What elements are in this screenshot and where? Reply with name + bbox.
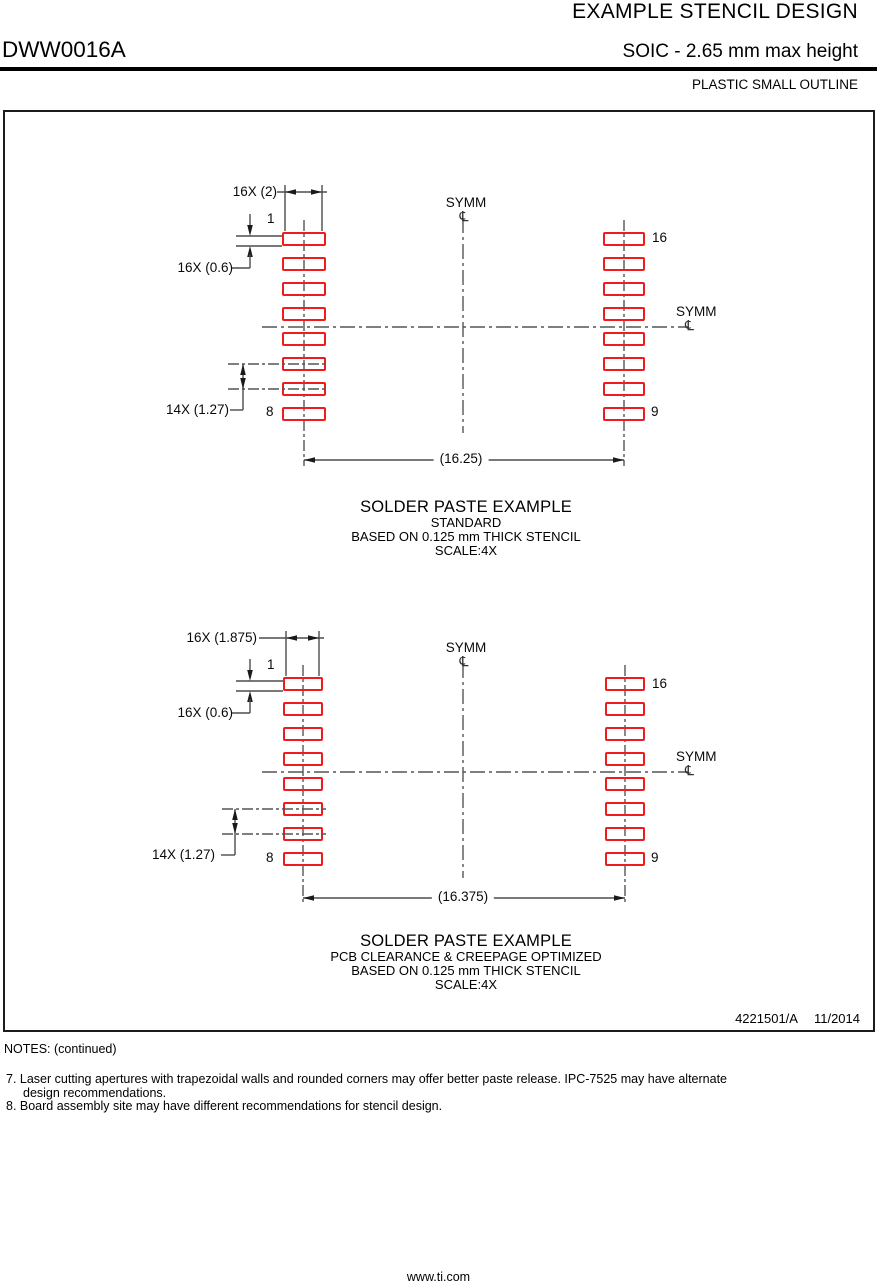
notes-heading: NOTES: (continued) — [4, 1042, 117, 1056]
symm-right-label-std: SYMM — [676, 304, 717, 319]
pin-label-8-opt: 8 — [266, 850, 274, 865]
dim-label-pad-height-opt: 16X (0.6) — [177, 705, 233, 720]
header-rule — [0, 67, 877, 71]
package-description: SOIC - 2.65 mm max height — [622, 41, 858, 62]
symm-top-label-opt: SYMM — [445, 640, 487, 655]
centerline-symbol-icon: ℄ — [685, 762, 694, 778]
centerline-symbol-icon: ℄ — [459, 208, 469, 224]
dim-label-pad-width-opt: 16X (1.875) — [186, 630, 257, 645]
caption-line-opt-1: PCB CLEARANCE & CREEPAGE OPTIMIZED — [330, 949, 602, 964]
pin-label-16-std: 16 — [652, 230, 668, 245]
caption-title-std: SOLDER PASTE EXAMPLE — [360, 498, 572, 516]
pin-label-9-opt: 9 — [651, 850, 659, 865]
centerline-symbol-icon: ℄ — [459, 653, 469, 669]
caption-line-opt-3: SCALE:4X — [434, 977, 498, 992]
package-family: PLASTIC SMALL OUTLINE — [691, 77, 858, 92]
drawing-date: 11/2014 — [813, 1011, 860, 1026]
drawing-number — [735, 1012, 860, 1026]
caption-line-std-2: BASED ON 0.125 mm THICK STENCIL — [351, 529, 581, 544]
dim-label-span-opt: (16.375) — [432, 890, 494, 904]
centerline-symbol-icon: ℄ — [685, 317, 694, 333]
dim-label-pad-width-std: 16X (2) — [232, 184, 277, 199]
caption-line-opt-2: BASED ON 0.125 mm THICK STENCIL — [351, 963, 581, 978]
pin-label-9-std: 9 — [651, 404, 659, 419]
pin-label-8-std: 8 — [266, 404, 274, 419]
caption-std — [351, 498, 581, 558]
dim-label-pitch-opt: 14X (1.27) — [151, 847, 215, 862]
footer-url: www.ti.com — [406, 1270, 471, 1284]
dim-label-span-std: (16.25) — [434, 452, 489, 466]
dim-label-pitch-std: 14X (1.27) — [165, 402, 229, 417]
dim-label-pad-height-std: 16X (0.6) — [177, 260, 233, 275]
package-code: DWW0016A — [2, 37, 126, 62]
drawing-doc-number: 4221501/A — [735, 1011, 798, 1026]
pin-label-16-opt: 16 — [652, 676, 668, 691]
page-title: EXAMPLE STENCIL DESIGN — [572, 0, 858, 23]
symm-right-label-opt: SYMM — [676, 749, 717, 764]
caption-opt — [330, 932, 601, 992]
caption-line-std-1: STANDARD — [430, 515, 502, 530]
pin-label-1-opt: 1 — [267, 657, 275, 672]
symm-top-label-std: SYMM — [445, 195, 487, 210]
note-8: 8. Board assembly site may have different recommendations for stencil design. — [6, 1099, 443, 1113]
caption-title-opt: SOLDER PASTE EXAMPLE — [360, 932, 572, 950]
note-7-line-1: 7. Laser cutting apertures with trapezoidal walls and rounded corners may offer better paste release. IPC-7525 may have alternate — [6, 1072, 728, 1086]
note-7-line-2: design recommendations. — [23, 1086, 167, 1100]
caption-line-std-3: SCALE:4X — [434, 543, 498, 558]
pin-label-1-std: 1 — [267, 211, 275, 226]
